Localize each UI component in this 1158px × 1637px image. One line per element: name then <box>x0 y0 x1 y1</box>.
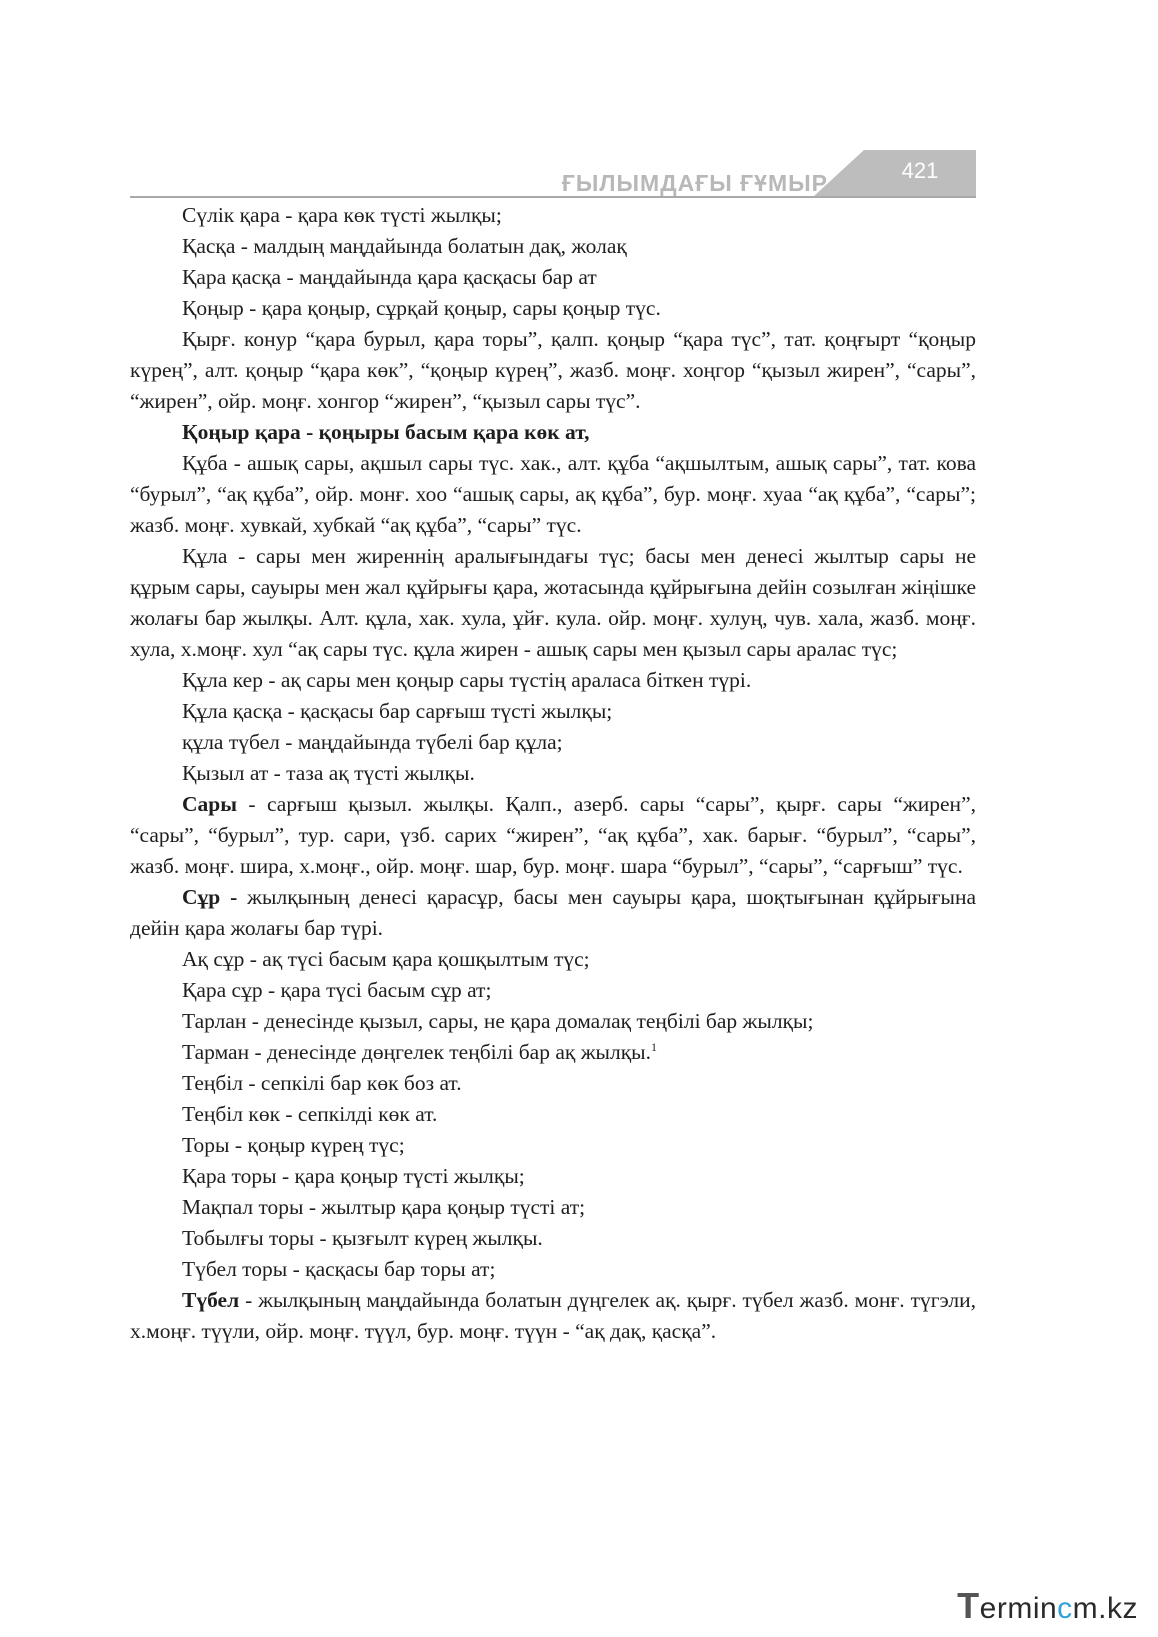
paragraph <box>130 1037 976 1068</box>
watermark-text-part2: m.kz <box>1072 1592 1138 1625</box>
paragraph <box>130 1285 976 1347</box>
paragraph <box>130 789 976 882</box>
paragraph-text: Торы - қоңыр күрең түс; <box>182 1133 405 1157</box>
watermark-text-part1: ermin <box>979 1592 1058 1625</box>
paragraph <box>130 417 976 448</box>
paragraph-text: Қырғ. конур “қара бурыл, қара торы”, қалп. қоңыр “қара түс”, тат. қоңғырт “қоңыр күрең”, алт. қоңыр “қара көк”, “қоңыр күрең”, жазб. моңғ. хоңгор “қызыл жирен”, “сары”, “жирен”, ойр. моңғ. хонгор “жирен”, “қызыл сары түс”. <box>130 327 976 413</box>
watermark-letter-o: c <box>1057 1592 1073 1625</box>
paragraph-text: Түбел торы - қасқасы бар торы ат; <box>182 1257 496 1281</box>
paragraph-text: Тарлан - денесінде қызыл, сары, не қара домалақ теңбілі бар жылқы; <box>182 1009 814 1033</box>
paragraph-text: Қара қасқа - маңдайында қара қасқасы бар ат <box>182 265 597 289</box>
header-rule <box>130 196 976 198</box>
paragraph-text: Теңбіл - сепкілі бар көк боз ат. <box>182 1071 462 1095</box>
paragraph <box>130 1099 976 1130</box>
paragraph-text: Құла қасқа - қасқасы бар сарғыш түсті жылқы; <box>182 699 613 723</box>
paragraph-text: Құла - сары мен жиреннің аралығындағы түс; басы мен денесі жылтыр сары не құрым сары, сауыры мен жал құйрығы қара, жотасында құйрығына дейін созылған жіңішке жолағы бар жылқы. Алт. құла, хак. хула, ұйғ. кула. ойр. моңғ. хулуң, чув. хала, жазб. моңғ. хула, х.моңғ. хул “ақ сары түс. құла жирен - ашық сары мен қызыл сары аралас түс; <box>130 544 976 661</box>
paragraph-text: құла түбел - маңдайында түбелі бар құла; <box>182 730 563 754</box>
paragraph-text: Сүлік қара - қара көк түсті жылқы; <box>182 203 502 227</box>
paragraph-text: Қара сұр - қара түсі басым сұр ат; <box>182 978 492 1002</box>
paragraph <box>130 975 976 1006</box>
paragraph-text: Қызыл ат - таза ақ түсті жылқы. <box>182 761 475 785</box>
paragraph-text: - жылқының маңдайында болатын дүңгелек ақ. қырғ. түбел жазб. монғ. түгэли, х.моңғ. түүли, ойр. моңғ. түүл, бур. моңғ. түүн - “ақ дақ, қасқа”. <box>130 1288 976 1343</box>
watermark-letter-t: T <box>957 1585 980 1626</box>
paragraph <box>130 1223 976 1254</box>
paragraph <box>130 231 976 262</box>
paragraph-text: Қасқа - малдың маңдайында болатын дақ, жолақ <box>182 234 627 258</box>
paragraph-text: Мақпал торы - жылтыр қара қоңыр түсті ат; <box>182 1195 586 1219</box>
paragraph <box>130 1006 976 1037</box>
paragraph <box>130 696 976 727</box>
paragraph-text: Тобылғы торы - қызғылт күрең жылқы. <box>182 1226 543 1250</box>
paragraph-text: Қоңыр - қара қоңыр, сұрқай қоңыр, сары қоңыр түс. <box>182 296 661 320</box>
paragraph <box>130 324 976 417</box>
term-bold: Қоңыр қара - қоңыры басым қара көк ат, <box>182 420 590 444</box>
paragraph <box>130 448 976 541</box>
paragraph <box>130 293 976 324</box>
paragraph <box>130 944 976 975</box>
term-bold: Түбел <box>182 1288 240 1312</box>
paragraph <box>130 882 976 944</box>
paragraph <box>130 758 976 789</box>
page-number: 421 <box>901 158 939 183</box>
paragraph-text: Теңбіл көк - сепкілді көк ат. <box>182 1102 438 1126</box>
paragraph <box>130 200 976 231</box>
body-text <box>130 200 976 1347</box>
paragraph-text: Қара торы - қара қоңыр түсті жылқы; <box>182 1164 525 1188</box>
paragraph-text: Құла кер - ақ сары мен қоңыр сары түстің араласа біткен түрі. <box>182 668 752 692</box>
paragraph <box>130 262 976 293</box>
term-bold: Сұр - <box>182 885 238 909</box>
header-wedge-decoration <box>814 150 864 196</box>
paragraph <box>130 1068 976 1099</box>
paragraph <box>130 1254 976 1285</box>
paragraph <box>130 1130 976 1161</box>
paragraph-text: - сарғыш қызыл. жылқы. Қалп., азерб. сары “сары”, қырғ. сары “жирен”, “сары”, “бурыл”, тур. сари, үзб. сарих “жирен”, “ақ құба”, хак. барығ. “бурыл”, “сары”, жазб. моңғ. шира, х.моңғ., ойр. моңғ. шар, бур. моңғ. шара “бурыл”, “сары”, “сарғыш” түс. <box>130 792 976 878</box>
footnote-marker: 1 <box>651 1039 657 1054</box>
paragraph <box>130 727 976 758</box>
termincom-watermark-logo <box>957 1585 1138 1627</box>
paragraph-text: Құба - ашық сары, ақшыл сары түс. хак., алт. құба “ақшылтым, ашық сары”, тат. кова “бурыл”, “ақ құба”, ойр. монғ. хоо “ашық сары, ақ құба”, бур. моңғ. хуаа “ақ құба”, “сары”; жазб. моңғ. хувкай, хубкай “ақ құба”, “сары” түс. <box>130 451 976 537</box>
running-header <box>130 148 976 198</box>
running-header-title: ҒЫЛЫМДАҒЫ ҒҰМЫР <box>561 170 828 196</box>
paragraph-text: Тарман - денесінде дөңгелек теңбілі бар ақ жылқы. <box>182 1040 651 1064</box>
paragraph-text: Ақ сұр - ақ түсі басым қара қошқылтым түс; <box>182 947 590 971</box>
term-bold: Сары <box>182 792 238 816</box>
paragraph <box>130 541 976 665</box>
paragraph <box>130 665 976 696</box>
paragraph-text: жылқының денесі қарасұр, басы мен сауыры қара, шоқтығынан құйрығына дейін қара жолағы бар түрі. <box>130 885 977 940</box>
paragraph <box>130 1161 976 1192</box>
paragraph <box>130 1192 976 1223</box>
